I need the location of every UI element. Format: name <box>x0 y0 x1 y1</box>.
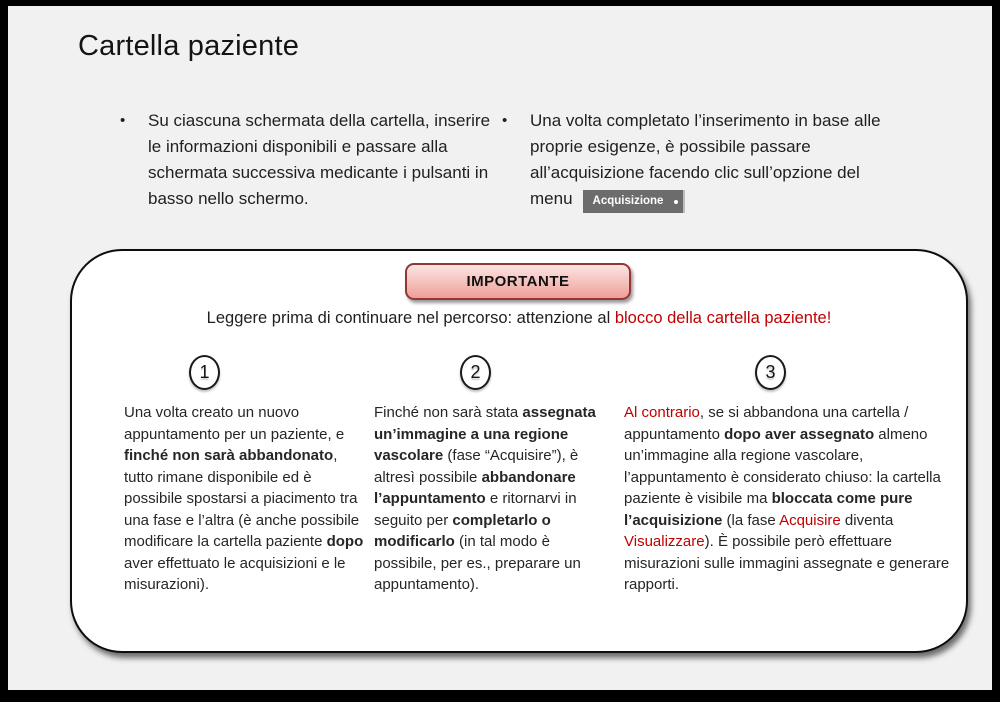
menu-bullet-dot-icon <box>674 200 678 204</box>
page-title: Cartella paziente <box>78 30 300 62</box>
step-3-text: Al contrario, se si abbandona una cartella / appuntamento dopo aver assegnato almeno un’immagine alla regione vascolare, l’appuntamento è considerato chiuso: la cartella paziente è visibile ma bloccata come pure l’acquisizione (la fase Acquisire diventa Visualizzare). È possibile però effettuare misurazioni sulle immagini assegnate e generare rapporti. <box>624 404 950 593</box>
step-2-text: Finché non sarà stata assegnata un’immagine a una regione vascolare (fase “Acquisire”), è altresì possibile abbandonare l’appuntamento e ritornarvi in seguito per completarlo o modificarlo (in tal modo è possibile, per es., preparare un appuntamento). <box>374 404 596 593</box>
bullet-left-text: Su ciascuna schermata della cartella, inserire le informazioni disponibili e passare alla schermata successiva medicante i pulsanti in basso nello schermo. <box>148 111 491 208</box>
warning-intro-line: Leggere prima di continuare nel percorso: attenzione al blocco della cartella paziente! <box>206 309 832 327</box>
step-1-circle: 1 <box>189 355 220 390</box>
step-1-text: Una volta creato un nuovo appuntamento per un paziente, e finché non sarà abbandonato, tutto rimane disponibile ed è possibile spostarsi a piacimento tra una fase e l’altra (è anche possibile modificare la cartella paziente dopo aver effettuato le acquisizioni e le misurazioni). <box>124 404 364 593</box>
acquisizione-menu-button-label: Acquisizione <box>592 195 664 207</box>
important-callout-box <box>70 249 968 653</box>
bullet-right-text-run: Una volta completato l’inserimento in base alle proprie esigenze, è possibile passare all’acquisizione facendo clic sull’opzione del menu <box>530 111 881 208</box>
slide <box>8 6 992 690</box>
acquisizione-menu-button[interactable] <box>583 190 686 213</box>
step-3-circle: 3 <box>755 355 786 390</box>
bullet-icon: • <box>502 112 508 129</box>
bullet-item-left <box>120 108 492 212</box>
bullet-icon: • <box>120 112 126 129</box>
bullet-item-right <box>502 108 898 213</box>
step-2-circle: 2 <box>460 355 491 390</box>
important-badge: IMPORTANTE <box>405 263 631 300</box>
bullet-right-text <box>530 108 898 213</box>
